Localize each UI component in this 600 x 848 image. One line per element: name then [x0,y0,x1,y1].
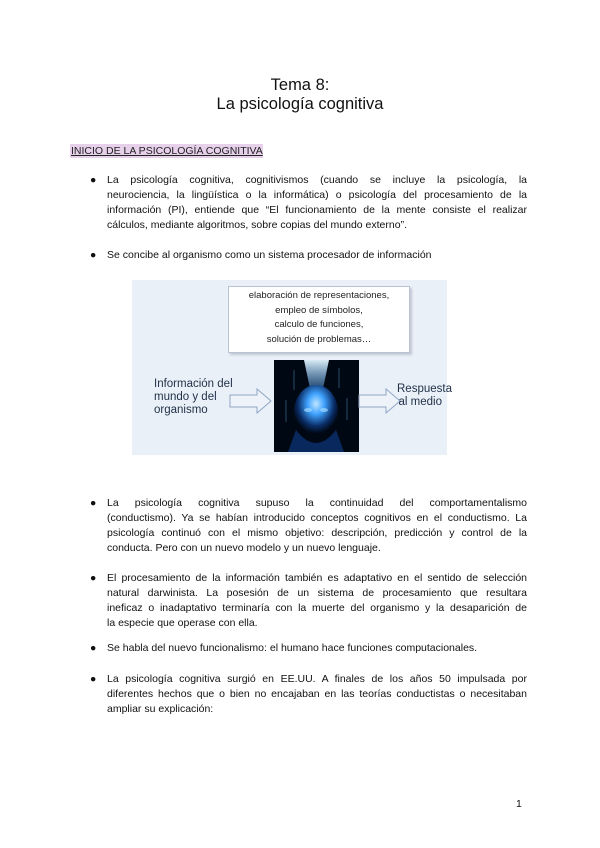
process-item: calculo de funciones, [274,319,364,330]
bullet-icon: ● [90,572,97,584]
list-item [107,571,527,631]
list-item-line: El procesamiento de la información también es adaptativo en el sentido de selección [107,572,527,584]
list-item-line: La psicología cognitiva surgió en EE.UU. A finales de los años 50 impulsada por [107,673,527,685]
process-item: empleo de símbolos, [275,304,363,316]
list-item [107,672,527,717]
page-title: Tema 8: [270,76,330,94]
list-item-line: La psicología cognitiva, cognitivismos (cuando se incluye la psicología, la [107,174,527,186]
bullet-icon: ● [90,673,97,685]
list-item-line: la especie que operase con ella. [107,617,258,629]
input-label-line: organismo [154,404,208,416]
list-item-line: diferentes hechos que o bien no encajaban en las teorías conductistas o necesitaban [107,688,527,700]
process-item: elaboración de representaciones, [248,290,390,301]
input-label [154,378,233,417]
output-arrow-icon [358,388,402,414]
output-label-line: al medio [398,396,442,408]
bullet-icon: ● [90,249,97,261]
input-arrow-icon [229,388,273,414]
list-item [107,173,527,233]
glowing-head-icon [274,360,359,452]
output-label [397,383,452,409]
list-item-line: La psicología cognitiva supuso la continuidad del comportamentalismo [107,497,527,509]
output-label-line: Respuesta [397,383,452,395]
list-item-line: (conductismo). Ya se habían introducido conceptos cognitivos en el conductismo. La [107,512,527,524]
list-item-line: información (PI), entiende que “El funcionamiento de la mente consiste el realizar [107,204,527,216]
list-item-line: ampliar su explicación: [107,703,214,715]
input-label-line: Información del [154,378,233,390]
list-item-line: psicología continuó con el mismo objetivo: descripción, predicción y control de la [107,527,527,539]
list-item-line: Se concibe al organismo como un sistema procesador de información [107,249,432,261]
list-item [107,248,527,263]
page-number: 1 [516,798,522,810]
bullet-icon: ● [90,642,97,654]
list-item-line: ineficaz o inadaptativo terminaría con la muerte del organismo y la desaparición de [107,602,527,614]
bullet-icon: ● [90,497,97,509]
page-subtitle: La psicología cognitiva [216,95,384,113]
list-item [107,496,527,556]
list-item-line: natural darwinista. La posesión de un sistema de procesamiento que resultara [107,587,527,599]
processing-diagram [132,280,452,455]
input-label-line: mundo y del [154,391,217,403]
section-heading: INICIO DE LA PSICOLOGÍA COGNITIVA [71,145,263,157]
bullet-icon: ● [90,174,97,186]
process-item: solución de problemas… [266,333,372,345]
list-item [107,641,527,656]
list-item-line: Se habla del nuevo funcionalismo: el humano hace funciones computacionales. [107,642,478,654]
process-list-box [228,286,410,353]
list-item-line: conducta. Pero con un nuevo modelo y un nuevo lenguaje. [107,542,381,554]
list-item-line: neurociencia, la lingüística o la informática) o psicología del procesamiento de la [107,189,527,201]
list-item-line: cálculos, mediante algoritmos, sobre copias del mundo externo”. [107,219,407,231]
